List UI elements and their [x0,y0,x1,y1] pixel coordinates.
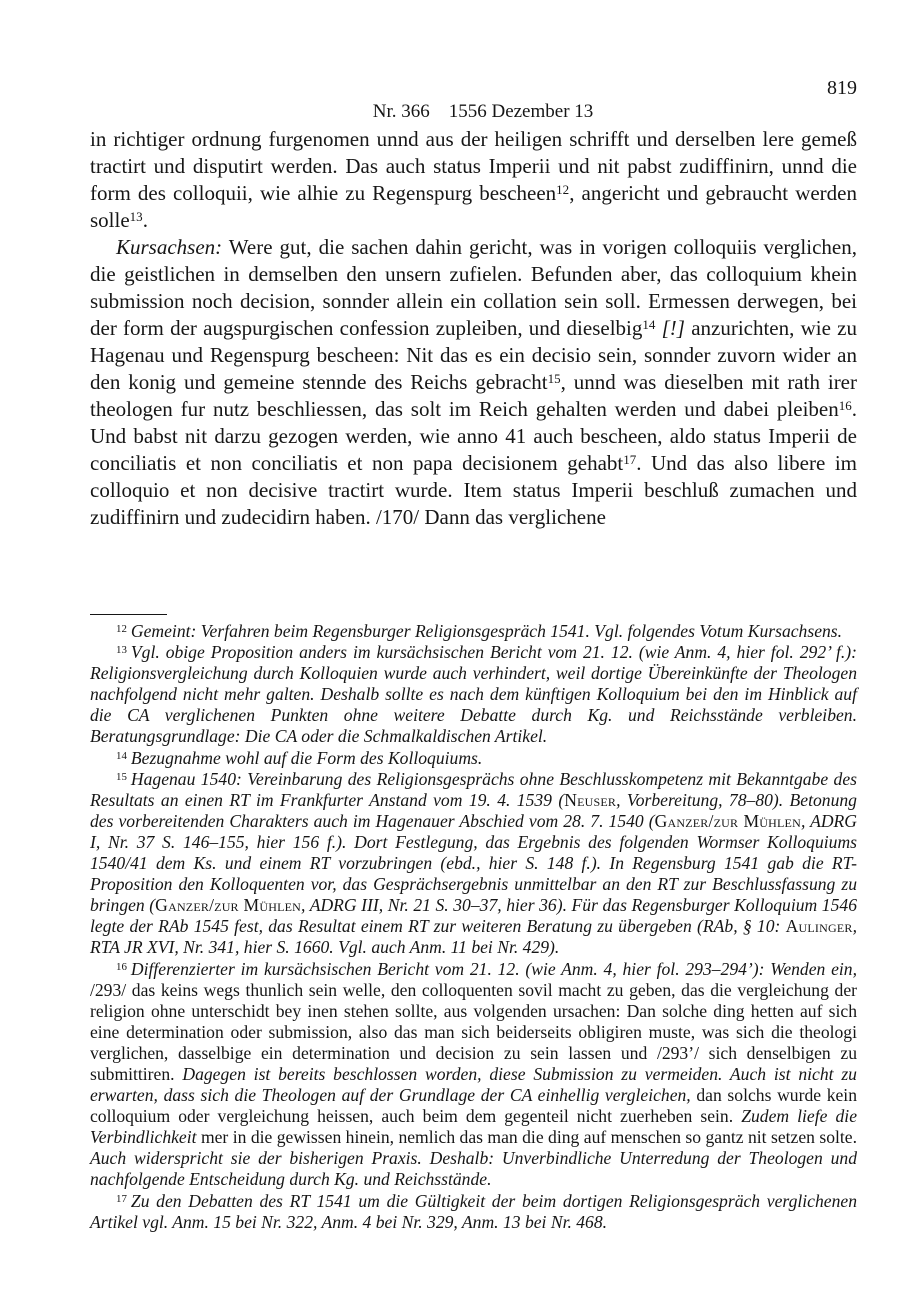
text-segment: Auch widerspricht sie der bisherigen Praxis. Deshalb: Unverbindliche Unterredung der Theologen und nachfolgende Entscheidung durch Kg. und Reichsstände. [90,1148,857,1190]
main-text [90,126,857,531]
footnote [90,642,857,747]
text-segment: dan solchs wurde kein colloquium oder vergleichung heissen, auch beim dem gegenteil nicht zuerheben sein. [90,1085,857,1127]
text-segment: , angericht und gebraucht werden solle [90,181,857,232]
text-segment: . Und babst nit darzu gezogen werden, wie anno 41 auch bescheen, aldo status Imperii de conciliatis et non conciliatis et non papa decisionem gehabt [90,397,857,475]
text-segment: [!] [661,316,685,340]
text-segment: . [142,208,148,232]
running-head-title: Nr. 366 1556 Dezember 13 [372,101,594,122]
text-segment: Differenzierter im kursächsischen Bericht vom 21. 12. (wie Anm. 4, hier fol. 293–294’): Wenden ein, [130,958,857,979]
footnote-reference: 16 [838,398,852,414]
paragraph [90,126,857,234]
text-segment: Ganzer/zur Mühlen [155,895,302,916]
text-segment: in richtiger ordnung furgenomen unnd aus der heiligen schrifft und derselben lere gemeß tractirt und disputirt werden. Das auch status Imperii und nit pabst zudiffinirn, unnd die form des colloquii, wie alhie zu Regenspurg bescheen [90,127,857,205]
text-segment: Ganzer/zur Mühlen [654,810,801,831]
footnote-marker: 15 [116,770,127,783]
footnote-reference: 12 [556,182,570,198]
text-segment: . Und das also libere im colloquio et non decisive tractirt wurde. Item status Imperii beschluß zumachen und zudiffinirn und zudecidirn haben. /170/ Dann das verglichene [90,451,857,529]
page-number: 819 [827,77,857,99]
footnote-reference: 13 [129,209,143,225]
footnote [90,1191,857,1233]
footnote-marker: 16 [116,960,127,973]
footnotes [90,621,857,1233]
footnote-reference: 15 [547,371,561,387]
text-segment: Dagegen ist bereits beschlossen worden, diese Submission zu vermeiden. Auch ist nicht zu erwarten, dass sich die Theologen auf der Grundlage der CA einhellig vergleichen, [90,1063,857,1106]
text-segment: Bezugnahme wohl auf die Form des Kolloquiums. [130,747,483,768]
text-segment: /293/ das keins wegs thunlich sein welle, den colloquenten sovil macht zu geben, das die vergleichung der religion ohne unterschidt bey inen stehen sollte, aus volgenden ursachen: Dan solche ding hetten auf sich eine determination oder submission, also das man sich beiderseits obligiren muste, was sich die theologi verglichen, dasselbige ein determination und decision zu sein lassen und /293’/ sich denselbigen zu submittiren. [90,979,857,1084]
text-segment: Zudem liefe die Verbindlichkeit [90,1106,858,1148]
text-segment: Vgl. obige Proposition anders im kursächsischen Bericht vom 21. 12. (wie Anm. 4, hier fol. 292’ f.): Religionsvergleichung durch Kolloquien wurde auch verhindert, weil dortige Übereinkünfte der Theologen nachfolgend nicht mehr galten. Deshalb sollte es nach dem künftigen Kolloquium bei den im Hinblick auf die CA verglichenen Punkten ohne weitere Debatte durch Kg. und Reichsstände verbleiben. Beratungsgrundlage: Die CA oder die Schmalkaldischen Artikel. [90,642,857,747]
text-segment: Kursachsen: [116,235,223,259]
text-segment: , RTA JR XVI, Nr. 341, hier S. 1660. Vgl. auch Anm. 11 bei Nr. 429). [90,916,857,958]
text-segment: Gemeint: Verfahren beim Regensburger Religionsgespräch 1541. Vgl. folgendes Votum Kursachsens. [130,621,843,641]
footnote-reference: 14 [642,317,656,333]
paragraph [90,234,857,531]
footnote [90,769,857,959]
footnote [90,621,857,642]
text-segment: , ADRG I, Nr. 37 S. 146–155, hier 156 f.). Dort Festlegung, das Ergebnis des folgenden Wormser Kolloquiums 1540/41 dem Ks. und einem RT vorzubringen (ebd., hier S. 148 f.). In Regensburg 1541 gab die RT-Proposition den Kolloquenten vor, das Gesprächsergebnis unmittelbar an den RT zur Beschlussfassung zu bringen ( [90,810,857,916]
text-segment: , unnd was dieselben mit rath irer theologen fur nutz beschliessen, das solt im Reich gehalten werden und dabei pleiben [90,370,857,421]
text-segment: Hagenau 1540: Vereinbarung des Religionsgesprächs ohne Beschlusskompetenz mit Bekanntgabe des Resultats an einen RT im Frankfurter Anstand vom 19. 4. 1539 ( [90,768,857,810]
text-segment: Zu den Debatten des RT 1541 um die Gültigkeit der beim dortigen Religionsgespräch verglichenen Artikel vgl. Anm. 15 bei Nr. 322, Anm. 4 bei Nr. 329, Anm. 13 bei Nr. 468. [90,1190,857,1232]
text-segment: mer in die gewissen hinein, nemlich das man die ding auf menschen so gantz nit setzen solte. [200,1127,858,1148]
footnote-reference: 17 [623,452,637,468]
footnote-marker: 17 [116,1192,127,1205]
text-segment: , Vorbereitung, 78–80). Betonung des vorbereitenden Charakters auch im Hagenauer Abschied vom 28. 7. 1540 ( [90,789,857,831]
footnote-separator [90,614,167,615]
footnote [90,748,857,769]
footnote-marker: 14 [116,749,127,762]
footnote-marker: 12 [116,623,127,636]
text-segment: anzurichten, wie zu Hagenau und Regenspurg bescheen: Nit das es ein decisio sein, sonnder zuvorn wider an den konig und gemeine stennde des Reichs gebracht [90,316,857,394]
text-segment: Aulinger [785,916,853,937]
footnote [90,959,857,1191]
text-segment: , ADRG III, Nr. 21 S. 30–37, hier 36). Für das Regensburger Kolloquium 1546 legte der RAb 1545 fest, das Resultat einem RT zur weiteren Beratung zu übergeben (RAb, § 10: [90,895,857,937]
footnote-marker: 13 [116,644,127,657]
text-segment: Were gut, die sachen dahin gericht, was in vorigen colloquiis verglichen, die geistlichen in demselben den unsern zufielen. Befunden aber, das colloquium khein submission noch decision, sonnder allein ein collation sein soll. Ermessen derwegen, bei der form der augspurgischen confession zupleiben, und dieselbig [90,235,857,340]
text-segment: Neuser [564,789,617,810]
